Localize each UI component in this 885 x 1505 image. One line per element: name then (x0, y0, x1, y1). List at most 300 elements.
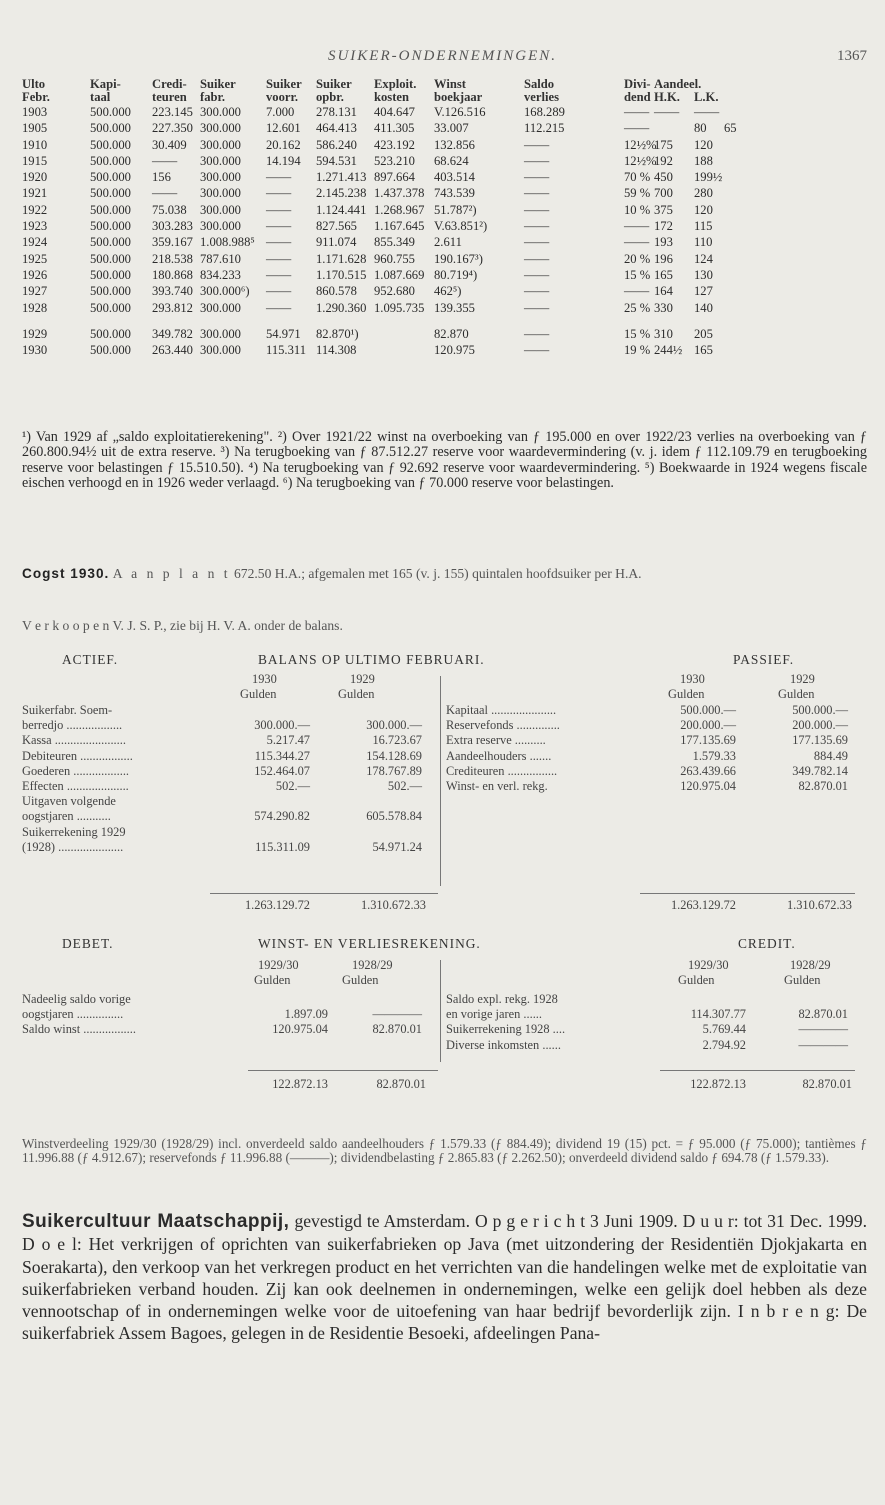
history-cell: 960.755 (374, 251, 415, 266)
history-cell: 223.145 (152, 105, 193, 119)
history-header-cell: taal (90, 90, 111, 104)
history-cell (374, 342, 434, 358)
ledger-value-current: 1.579.33 (692, 748, 736, 763)
history-cell: 82.870 (434, 326, 469, 341)
history-header-cell: dend (624, 90, 651, 104)
ledger-value-previous: 82.870.01 (798, 778, 848, 793)
history-cell: —— (524, 202, 550, 217)
history-cell: 1.170.515 (316, 267, 367, 282)
balans-total-right-1: 1.263.129.72 (670, 898, 736, 912)
ledger-row (22, 718, 432, 733)
page-number: 1367 (837, 48, 867, 64)
history-cell (724, 104, 760, 120)
wv-credit-heading: CREDIT. (738, 936, 796, 951)
history-cell: 1927 (22, 284, 48, 299)
balans-actief-heading: ACTIEF. (62, 652, 119, 667)
history-cell (724, 234, 760, 250)
history-cell: 12.601 (266, 121, 301, 136)
history-cell: 15 % (624, 326, 651, 341)
ledger-value-current: 120.975.04 (680, 778, 736, 793)
history-cell: —— (524, 300, 550, 315)
history-cell: 12½% (624, 153, 657, 168)
ledger-value-current: 574.290.82 (254, 809, 310, 824)
ledger-row (22, 1007, 432, 1022)
ledger-label: Uitgaven volgende (22, 794, 116, 809)
history-cell: 500.000 (90, 235, 131, 250)
history-cell: —— (266, 186, 292, 201)
balans-title: BALANS OP ULTIMO FEBRUARI. (258, 652, 485, 667)
history-cell: 500.000 (90, 153, 131, 168)
ledger-label: Suikerfabr. Soem- (22, 703, 113, 717)
history-rows-b (22, 326, 867, 359)
history-header-cell: Credi- (152, 77, 187, 91)
ledger-label: Kassa ....................... (22, 733, 126, 748)
history-header-cell: L.K. (694, 90, 719, 104)
history-header-cell: teuren (152, 90, 187, 104)
ledger-label: oogstjaren ........... (22, 809, 111, 824)
history-cell: 1.271.413 (316, 170, 367, 185)
history-cell: 300.000⁶) (200, 284, 250, 299)
history-cell: 120 (694, 202, 713, 217)
history-cell: 165 (654, 267, 673, 282)
history-cell: 594.531 (316, 153, 357, 168)
history-cell (724, 137, 760, 153)
history-cell: 19 % (624, 343, 651, 358)
history-cell: 855.349 (374, 235, 415, 250)
balans-unit-left-2: Gulden (338, 687, 375, 701)
history-cell: 244½ (654, 343, 683, 358)
history-cell (724, 283, 760, 299)
history-cell: 1921 (22, 186, 48, 201)
history-cell (724, 218, 760, 234)
history-cell: 2.611 (434, 235, 462, 250)
history-row (22, 137, 867, 153)
history-cell: 1905 (22, 121, 48, 136)
ledger-label: Effecten .................... (22, 778, 129, 793)
history-cell: 199½ (694, 170, 723, 185)
history-cell: 127 (694, 284, 713, 299)
ledger-value-previous: 82.870.01 (372, 1022, 422, 1037)
ledger-row (22, 749, 432, 764)
history-header-cell: Divi- (624, 77, 651, 91)
ledger-row (22, 703, 432, 718)
history-cell: 500.000 (90, 267, 131, 282)
ledger-value-previous: ———— (798, 1037, 848, 1052)
wv-unit-right-1: Gulden (678, 973, 715, 987)
history-header-cell: voorr. (266, 90, 299, 104)
history-cell: 1.167.645 (374, 219, 425, 234)
ledger-label: Aandeelhouders ....... (446, 748, 552, 763)
history-cell: 1.095.735 (374, 300, 425, 315)
history-cell: —— (266, 202, 292, 217)
ledger-value-previous: 82.870.01 (798, 1007, 848, 1022)
history-cell: 300.000 (200, 326, 241, 341)
history-cell: 75.038 (152, 202, 187, 217)
history-cell: 280 (694, 186, 713, 201)
history-cell: 218.538 (152, 251, 193, 266)
history-cell: —— (524, 251, 550, 266)
ledger-label: Debiteuren ................. (22, 748, 133, 763)
history-cell: 1922 (22, 202, 48, 217)
history-cell (724, 267, 760, 283)
history-header-cell: boekjaar (434, 90, 483, 104)
balans-year-left-2: 1929 (350, 672, 375, 686)
history-row (22, 300, 867, 316)
ledger-row (446, 718, 851, 733)
history-cell: 51.787²) (434, 202, 477, 217)
history-cell: 411.305 (374, 121, 415, 136)
history-cell: —— (624, 284, 650, 299)
history-cell: —— (624, 121, 650, 136)
history-cell: 403.514 (434, 170, 475, 185)
ledger-value-previous: ———— (372, 1007, 422, 1022)
cogst-text: 672.50 H.A.; afgemalen met 165 (v. j. 155) quintalen hoofdsuiker per H.A. (230, 566, 642, 581)
history-cell: —— (624, 235, 650, 250)
history-cell: 68.624 (434, 153, 469, 168)
ledger-value-current: 300.000.— (254, 718, 310, 733)
history-cell: —— (266, 284, 292, 299)
history-cell: —— (266, 170, 292, 185)
ledger-value-current: 115.344.27 (254, 748, 310, 763)
balans-year-right-2: 1929 (790, 672, 815, 686)
ledger-value-current: 263.439.66 (680, 763, 736, 778)
history-cell (724, 185, 760, 201)
history-cell: 25 % (624, 300, 651, 315)
history-cell: —— (266, 219, 292, 234)
history-cell: 1.268.967 (374, 202, 425, 217)
balans-unit-right-2: Gulden (778, 687, 815, 701)
ledger-value-current: 120.975.04 (272, 1022, 328, 1037)
wv-debet-list (22, 992, 432, 1038)
history-cell: 205 (694, 326, 713, 341)
history-cell: —— (266, 251, 292, 266)
history-cell: 300.000 (200, 137, 241, 152)
history-cell: 500.000 (90, 202, 131, 217)
history-cell: —— (624, 219, 650, 234)
cogst-label: Cogst 1930. (22, 566, 110, 581)
history-cell: 1924 (22, 235, 48, 250)
history-row (22, 104, 867, 120)
ledger-label: Suikerrekening 1928 .... (446, 1022, 566, 1037)
wv-unit-left-1: Gulden (254, 973, 291, 987)
history-cell: —— (266, 300, 292, 315)
ledger-label: Reservefonds .............. (446, 718, 560, 733)
ledger-value-current: 152.464.07 (254, 763, 310, 778)
history-cell: 193 (654, 235, 673, 250)
aanplant-label: A a n p l a n t (112, 566, 231, 581)
history-cell: 124 (694, 251, 713, 266)
ledger-label: Suikerrekening 1929 (22, 824, 126, 839)
history-cell: 7.000 (266, 105, 295, 119)
balans-unit-right-1: Gulden (668, 687, 705, 701)
history-cell: 115 (694, 219, 713, 234)
ledger-label: Saldo expl. rekg. 1928 (446, 992, 558, 1006)
ledger-row (22, 733, 432, 748)
ledger-label: Diverse inkomsten ...... (446, 1037, 561, 1052)
history-cell (374, 326, 434, 342)
history-cell: 263.440 (152, 343, 193, 358)
ledger-value-current: 5.769.44 (702, 1022, 746, 1037)
history-cell: —— (524, 153, 550, 168)
company-text: gevestigd te Amsterdam. O p g e r i c h t 3 Juni 1909. D u u r: tot 31 Dec. 1999. D o e l: Het verkrijgen of oprichten van suikerfabrieken op Java (met uitzondering der Residentiën Djokjakarta en Soerakarta), den verkoop van het verkregen product en het verrichten van die handelingen welke met de exploitatie van suikerfabrieken verband houden. Zij kan ook deelnemen in ondernemingen, welke een gelijk doel hebben als deze vennootschap of in ondernemingen welke voor de uitoefening van haar bedrijf bevorderlijk zijn. I n b r e n g: De suikerfabriek Assem Bagoes, gelegen in de Residentie Besoeki, afdeelingen Pana- (22, 1211, 867, 1344)
ledger-label: Winst- en verl. rekg. (446, 778, 548, 793)
history-cell: 1923 (22, 219, 48, 234)
ledger-label: oogstjaren ............... (22, 1007, 124, 1022)
history-header-cell: Suiker (266, 77, 302, 91)
history-row (22, 267, 867, 283)
history-cell: 462⁵) (434, 284, 462, 299)
history-header-cell: Aandeel. (654, 77, 702, 91)
history-cell: 190.167³) (434, 251, 483, 266)
history-cell: —— (152, 153, 178, 168)
wv-credit-list (446, 992, 851, 1053)
history-cell: 1.437.378 (374, 186, 425, 201)
running-header: SUIKER-ONDERNEMINGEN. (327, 48, 558, 64)
history-cell: 114.308 (316, 343, 357, 358)
history-cell: 20 % (624, 251, 651, 266)
history-row (22, 169, 867, 185)
history-cell (654, 120, 694, 136)
history-cell: 375 (654, 202, 673, 217)
history-header-row-2 (22, 91, 867, 104)
history-cell: 464.413 (316, 121, 357, 136)
history-cell: 300.000 (200, 186, 241, 201)
history-cell: 156 (152, 170, 171, 185)
history-cell: 164 (654, 284, 673, 299)
ledger-value-current: 115.311.09 (255, 839, 310, 854)
history-cell: 700 (654, 186, 673, 201)
ledger-value-previous: 500.000.— (792, 703, 848, 717)
history-header-cell (724, 78, 760, 91)
wv-unit-right-2: Gulden (784, 973, 821, 987)
wv-year-right-2: 1928/29 (790, 958, 831, 972)
history-cell: 500.000 (90, 105, 131, 119)
wv-title: WINST- EN VERLIESREKENING. (258, 936, 481, 951)
history-cell: 82.870¹) (316, 326, 359, 341)
history-cell: 586.240 (316, 137, 357, 152)
history-cell (724, 153, 760, 169)
ledger-value-previous: 349.782.14 (792, 763, 848, 778)
history-cell (724, 300, 760, 316)
ledger-value-previous: 200.000.— (792, 718, 848, 733)
history-cell: 500.000 (90, 121, 131, 136)
history-header-cell: Suiker (316, 77, 352, 91)
history-cell: 1.290.360 (316, 300, 367, 315)
footnotes: ¹) Van 1929 af „saldo exploitatierekening". ²) Over 1921/22 winst na overboeking van ƒ 195.000 en over 1922/23 verlies na overboeking van ƒ 260.800.94½ uit de extra reserve. ³) Na terugboeking van ƒ 87.512.27 reserve voor waardevermindering (v. j. idem ƒ 112.109.79 en terugboeking reserve voor belastingen ƒ 15.510.50). ⁴) Na terugboeking van ƒ 92.692 reserve voor waardevermindering. ⁵) Boekwaarde in 1924 wegens fiscale eischen verhoogd en in 1926 weder verlaagd. ⁶) Na terugboeking van ƒ 70.000 reserve voor belastingen. (22, 429, 867, 492)
history-cell: —— (524, 170, 550, 185)
ledger-value-previous: 884.49 (813, 748, 848, 763)
wv-year-right-1: 1929/30 (688, 958, 729, 972)
history-cell: 12½% (624, 137, 657, 152)
ledger-value-current: 502.— (275, 778, 310, 793)
history-header-cell: fabr. (200, 90, 226, 104)
history-cell: 500.000 (90, 137, 131, 152)
history-cell: —— (524, 267, 550, 282)
history-cell: 300.000 (200, 121, 241, 136)
ledger-row (22, 779, 432, 794)
ledger-row (446, 1038, 851, 1053)
ledger-row (22, 840, 432, 855)
history-row (22, 120, 867, 136)
history-header-cell: Winst (434, 77, 466, 91)
history-cell: 359.167 (152, 235, 193, 250)
ledger-label: Saldo winst ................. (22, 1022, 136, 1037)
company-paragraph (22, 1210, 867, 1345)
ledger-value-previous: 177.135.69 (792, 733, 848, 748)
wv-unit-left-2: Gulden (342, 973, 379, 987)
ledger-label: Nadeelig saldo vorige (22, 992, 131, 1006)
history-cell: —— (266, 267, 292, 282)
history-cell: 139.355 (434, 300, 475, 315)
history-header-cell: Exploit. (374, 77, 417, 91)
history-cell: 1928 (22, 300, 48, 315)
history-cell: V.126.516 (434, 105, 486, 119)
history-cell: 310 (654, 326, 673, 341)
history-cell: 300.000 (200, 153, 241, 168)
history-cell: 33.007 (434, 121, 469, 136)
history-cell: 1920 (22, 170, 48, 185)
history-header-cell: kosten (374, 90, 409, 104)
ledger-label: Kapitaal ..................... (446, 703, 557, 717)
ledger-value-current: 2.794.92 (702, 1037, 746, 1052)
history-cell: 130 (694, 267, 713, 282)
history-cell: 952.680 (374, 284, 415, 299)
ledger-label: (1928) ..................... (22, 839, 124, 854)
history-row (22, 342, 867, 358)
history-header-cell (724, 91, 760, 104)
ledger-row (22, 825, 432, 840)
ledger-row (446, 1022, 851, 1037)
history-cell (724, 342, 760, 358)
history-cell: 500.000 (90, 186, 131, 201)
ledger-value-current: 500.000.— (680, 703, 736, 717)
wv-total-left-1: 122.872.13 (272, 1077, 328, 1091)
history-cell: —— (524, 219, 550, 234)
history-cell: 168.289 (524, 105, 565, 119)
ledger-value-current: 200.000.— (680, 718, 736, 733)
history-cell: 14.194 (266, 153, 301, 168)
history-cell: 1.124.441 (316, 202, 367, 217)
ledger-value-previous: 16.723.67 (372, 733, 422, 748)
ledger-value-previous: 300.000.— (366, 718, 422, 733)
history-row (22, 153, 867, 169)
ledger-row (22, 794, 432, 809)
history-cell: 2.145.238 (316, 186, 367, 201)
history-cell: 423.192 (374, 137, 415, 152)
ledger-row (22, 992, 432, 1007)
history-cell: —— (524, 235, 550, 250)
history-header-cell: Saldo (524, 77, 555, 91)
history-cell (724, 326, 760, 342)
wv-year-left-1: 1929/30 (258, 958, 299, 972)
balans-total-right-2: 1.310.672.33 (786, 898, 852, 912)
history-cell: —— (266, 235, 292, 250)
history-header-cell: opbr. (316, 90, 344, 104)
history-header-cell: H.K. (654, 90, 680, 104)
history-cell: 59 % (624, 186, 651, 201)
history-cell: —— (152, 186, 178, 201)
history-cell: 1930 (22, 343, 48, 358)
history-cell: —— (524, 343, 550, 358)
company-name: Suikercultuur Maatschappij, (22, 1211, 290, 1232)
ledger-row (22, 764, 432, 779)
balans-total-left-1: 1.263.129.72 (244, 898, 310, 912)
history-cell: 1.008.988⁵ (200, 235, 255, 250)
history-cell: 112.215 (524, 121, 565, 136)
history-cell: 192 (654, 153, 673, 168)
history-cell: 1925 (22, 251, 48, 266)
ledger-label: Extra reserve .......... (446, 733, 546, 748)
balans-actief-list (22, 703, 432, 855)
history-header-cell: Kapi- (90, 77, 121, 91)
history-cell: 500.000 (90, 251, 131, 266)
balans-year-right-1: 1930 (680, 672, 705, 686)
history-cell: 1926 (22, 267, 48, 282)
history-cell: 1.171.628 (316, 251, 367, 266)
history-cell: 110 (694, 235, 713, 250)
history-row (22, 202, 867, 218)
history-cell: 165 (694, 343, 713, 358)
winstverdeeling-paragraph: Winstverdeeling 1929/30 (1928/29) incl. onverdeeld saldo aandeelhouders ƒ 1.579.33 (ƒ 884.49); dividend 19 (15) pct. = ƒ 95.000 (ƒ 75.000); tantièmes ƒ 11.996.88 (ƒ 4.912.67); reservefonds ƒ 11.996.88 (———); dividendbelasting ƒ 2.865.83 (ƒ 2.262.50); onverdeeld dividend saldo ƒ 694.78 (ƒ 1.579.33). (22, 1136, 867, 1166)
history-cell: 404.647 (374, 105, 415, 119)
cogst-paragraph (22, 566, 867, 581)
history-cell: 175 (654, 137, 673, 152)
ledger-value-current: 1.897.09 (284, 1007, 328, 1022)
history-cell: 278.131 (316, 105, 357, 119)
history-cell: 30.409 (152, 137, 187, 152)
history-cell: 330 (654, 300, 673, 315)
history-cell: 500.000 (90, 170, 131, 185)
history-header-cell: Febr. (22, 90, 50, 104)
history-cell: 54.971 (266, 326, 301, 341)
ledger-row (446, 733, 851, 748)
ledger-row (446, 779, 851, 794)
history-cell: 1.087.669 (374, 267, 425, 282)
history-cell: 500.000 (90, 219, 131, 234)
history-row (22, 283, 867, 299)
ledger-row (446, 703, 851, 718)
history-cell: 70 % (624, 170, 651, 185)
history-cell: 120.975 (434, 343, 475, 358)
wv-total-right-1: 122.872.13 (690, 1077, 746, 1091)
ledger-value-current: 114.307.77 (690, 1007, 746, 1022)
history-row (22, 326, 867, 342)
history-cell: 500.000 (90, 284, 131, 299)
history-cell: 860.578 (316, 284, 357, 299)
history-cell: 188 (694, 153, 713, 168)
history-rows (22, 104, 867, 316)
ledger-label: Goederen .................. (22, 763, 130, 778)
ledger-label: Crediteuren ................ (446, 763, 558, 778)
history-cell: 1910 (22, 137, 48, 152)
history-table (22, 78, 867, 358)
history-cell: 1915 (22, 153, 48, 168)
history-cell: 227.350 (152, 121, 193, 136)
history-cell: —— (524, 284, 550, 299)
wv-year-left-2: 1928/29 (352, 958, 393, 972)
history-cell: 897.664 (374, 170, 415, 185)
ledger-value-previous: 178.767.89 (366, 763, 422, 778)
history-cell: 303.283 (152, 219, 193, 234)
history-cell: 523.210 (374, 153, 415, 168)
history-cell: —— (694, 105, 720, 119)
ledger-row (22, 809, 432, 824)
history-cell: 300.000 (200, 343, 241, 358)
ledger-value-previous: 605.578.84 (366, 809, 422, 824)
history-cell: 827.565 (316, 219, 357, 234)
balans-total-left-2: 1.310.672.33 (360, 898, 426, 912)
history-cell: 1929 (22, 326, 48, 341)
